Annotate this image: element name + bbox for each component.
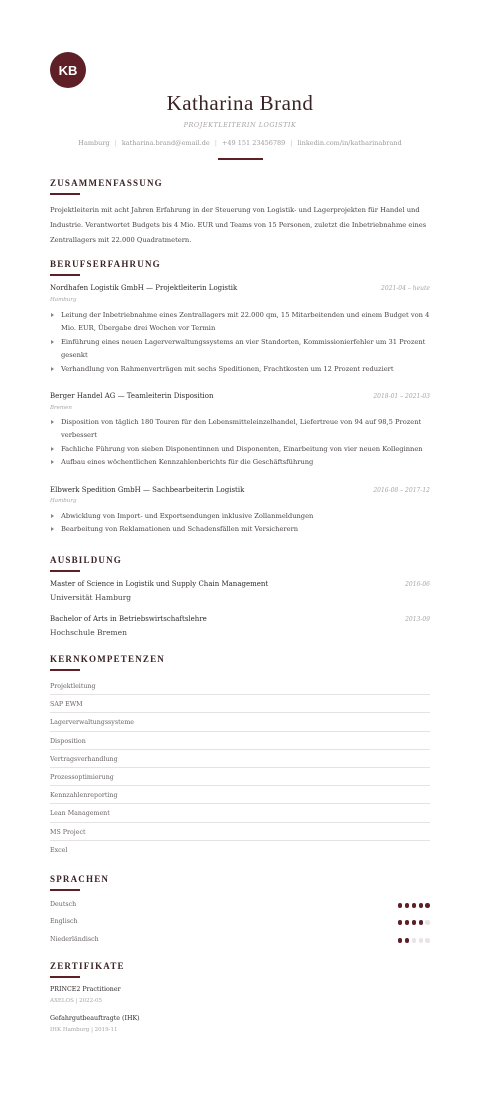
section-rule <box>50 274 80 276</box>
level-dot-empty <box>419 938 424 943</box>
contact-separator: | <box>290 139 293 147</box>
job-date: 2021-04 – heute <box>381 285 430 292</box>
level-dot-empty <box>412 938 417 943</box>
bullet-text: Fachliche Führung von sieben Disponentinnen und Disponenten, Einarbeitung von vier neuen Kolleginnen <box>61 444 423 453</box>
avatar: KB <box>50 52 86 88</box>
list-item <box>50 363 435 376</box>
section-title-certificates: ZERTIFIKATE <box>50 961 125 971</box>
level-dot-filled <box>405 903 410 908</box>
list-item: Excel <box>50 846 68 854</box>
list-item: SAP EWM <box>50 695 430 713</box>
section-rule <box>50 669 80 671</box>
job-location: Hamburg <box>50 498 77 504</box>
job-title: Berger Handel AG — Teamleiterin Disposition <box>50 392 214 400</box>
certificate-meta: AXELOS | 2022-05 <box>50 998 103 1004</box>
education-school: Universität Hamburg <box>50 593 132 602</box>
language-level-dots <box>398 938 430 943</box>
language-level-dots <box>398 903 430 908</box>
list-item <box>50 443 435 456</box>
section-title-education: AUSBILDUNG <box>50 555 123 565</box>
language-row <box>50 936 430 943</box>
name-divider <box>218 158 263 160</box>
section-rule <box>50 193 80 195</box>
bullet-text: Abwicklung von Import- und Exportsendungen inklusive Zollanmeldungen <box>61 512 314 520</box>
bullet-text: Leitung der Inbetriebnahme eines Zentrallagers mit 22.000 qm, 15 Mitarbeitenden und einem Budget von 4 Mio. EUR, Übergabe drei Wochen vor Termin <box>61 311 430 333</box>
level-dot-filled <box>412 903 417 908</box>
bullet-text: Aufbau eines wöchentlichen Kennzahlenberichts für die Geschäftsführung <box>61 458 314 467</box>
list-item: Kennzahlenreporting <box>50 786 430 804</box>
candidate-role: PROJEKTLEITERIN LOGISTIK <box>183 121 297 129</box>
section-rule <box>50 570 80 572</box>
bullet-arrow-icon <box>51 420 54 424</box>
section-title-languages: SPRACHEN <box>50 874 110 884</box>
list-item <box>50 523 435 536</box>
list-item <box>50 416 435 443</box>
language-row <box>50 901 430 908</box>
list-item: Prozessoptimierung <box>50 768 430 786</box>
bullet-text: Einführung eines neuen Lagerverwaltungssystems an vier Standorten, Kommissionierfehler um 31 Prozent gesenkt <box>61 337 426 360</box>
certificate-name: Gefahrgutbeauftragte (IHK) <box>50 1015 140 1022</box>
level-dot-filled <box>405 938 410 943</box>
section-title-skills: KERNKOMPETENZEN <box>50 654 166 664</box>
bullet-arrow-icon <box>51 460 54 464</box>
job-date: 2016-08 – 2017-12 <box>373 487 430 494</box>
contact-city: Hamburg <box>78 139 110 147</box>
level-dot-empty <box>425 920 430 925</box>
level-dot-filled <box>398 903 403 908</box>
job-title: Elbwerk Spedition GmbH — Sachbearbeiterin Logistik <box>50 486 245 494</box>
education-degree: Master of Science in Logistik und Supply Chain Management <box>50 580 269 588</box>
list-item: Disposition <box>50 732 430 750</box>
section-title-experience: BERUFSERFAHRUNG <box>50 259 161 269</box>
job-bullets <box>50 416 435 470</box>
contact-phone: +49 151 23456789 <box>221 139 286 147</box>
job-title: Nordhafen Logistik GmbH — Projektleiterin Logistik <box>50 284 238 292</box>
level-dot-filled <box>405 920 410 925</box>
education-date: 2016-06 <box>405 581 430 588</box>
list-item <box>50 510 435 523</box>
level-dot-filled <box>425 903 430 908</box>
bullet-arrow-icon <box>51 340 54 344</box>
level-dot-filled <box>398 920 403 925</box>
skills-list <box>50 677 430 859</box>
language-name: Deutsch <box>50 901 77 908</box>
level-dot-filled <box>419 920 424 925</box>
list-item <box>50 309 435 336</box>
language-name: Englisch <box>50 918 78 925</box>
bullet-arrow-icon <box>51 313 54 317</box>
job-location: Bremen <box>50 405 72 411</box>
contact-linkedin: linkedin.com/in/katharinabrand <box>297 139 402 147</box>
job-date: 2018-01 – 2021-03 <box>373 393 430 400</box>
bullet-arrow-icon <box>51 367 54 371</box>
list-item: Lean Management <box>50 804 430 822</box>
language-row <box>50 918 430 925</box>
education-date: 2013-09 <box>405 616 430 623</box>
level-dot-empty <box>425 938 430 943</box>
list-item: Vertragsverhandlung <box>50 750 430 768</box>
language-name: Niederländisch <box>50 936 99 943</box>
level-dot-filled <box>412 920 417 925</box>
section-rule <box>50 889 80 891</box>
contact-line <box>0 139 480 147</box>
section-title-summary: ZUSAMMENFASSUNG <box>50 178 163 188</box>
contact-email: katharina.brand@email.de <box>121 139 210 147</box>
education-degree: Bachelor of Arts in Betriebswirtschaftslehre <box>50 615 207 623</box>
section-rule <box>50 976 80 978</box>
certificate-name: PRINCE2 Practitioner <box>50 986 121 993</box>
candidate-name: Katharina Brand <box>166 91 314 115</box>
contact-separator: | <box>214 139 217 147</box>
list-item: Lagerverwaltungssysteme <box>50 713 430 731</box>
bullet-text: Disposition von täglich 180 Touren für den Lebensmitteleinzelhandel, Liefertreue von 94 auf 98,5 Prozent verbessert <box>61 418 422 440</box>
list-item: MS Project <box>50 823 430 841</box>
summary-text: Projektleiterin mit acht Jahren Erfahrung in der Steuerung von Logistik- und Lagerprojekten für Handel und Industrie. Verantwortet Budgets bis 4 Mio. EUR und Teams von 15 Personen, zuletzt die Inbetriebnahme eines Zentrallagers mit 22.000 Quadratmetern. <box>50 206 427 244</box>
bullet-arrow-icon <box>51 447 54 451</box>
job-location: Hamburg <box>50 297 77 303</box>
bullet-arrow-icon <box>51 527 54 531</box>
job-bullets <box>50 510 435 537</box>
bullet-text: Bearbeitung von Reklamationen und Schadensfällen mit Versicherern <box>61 525 299 534</box>
list-item <box>50 336 435 363</box>
list-item: Projektleitung <box>50 677 430 695</box>
level-dot-filled <box>398 938 403 943</box>
list-item <box>50 456 435 469</box>
level-dot-filled <box>419 903 424 908</box>
education-school: Hochschule Bremen <box>50 628 127 637</box>
language-level-dots <box>398 920 430 925</box>
job-bullets <box>50 309 435 376</box>
bullet-text: Verhandlung von Rahmenverträgen mit sechs Speditionen, Frachtkosten um 12 Prozent reduziert <box>61 364 394 373</box>
bullet-arrow-icon <box>51 514 54 518</box>
certificate-meta: IHK Hamburg | 2019-11 <box>50 1027 118 1033</box>
contact-separator: | <box>114 139 117 147</box>
